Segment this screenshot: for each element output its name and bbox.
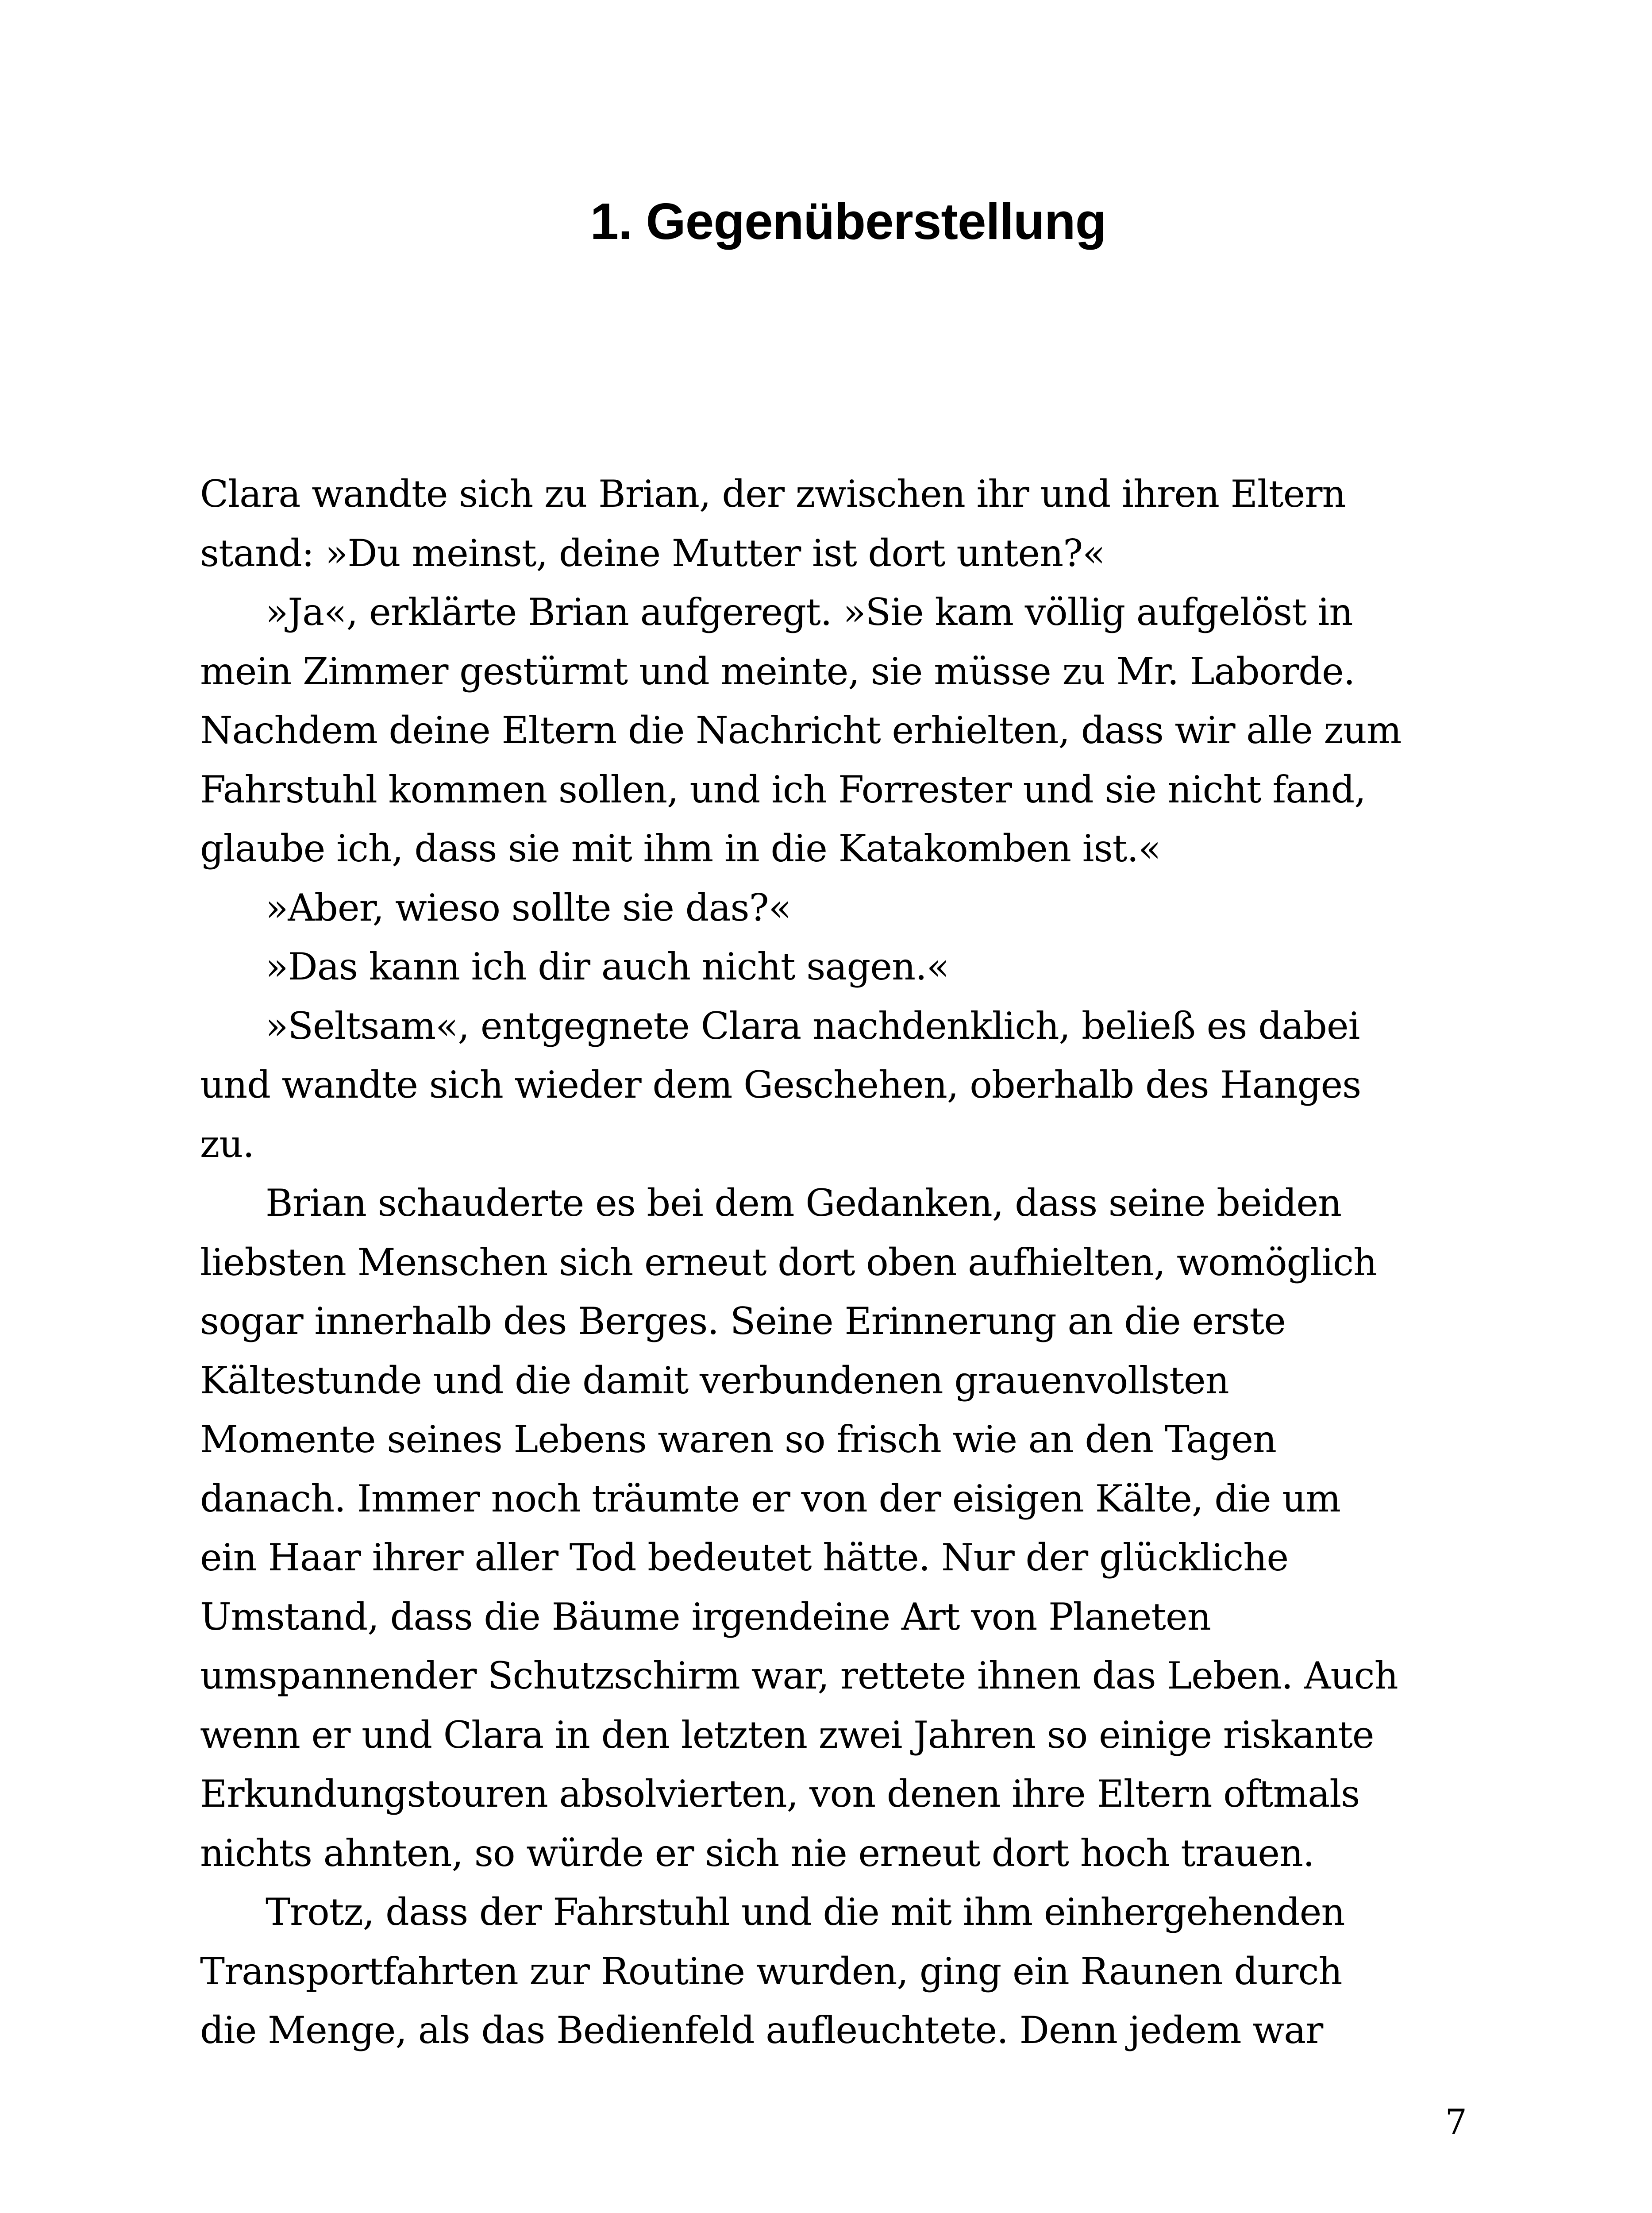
text-line: »Seltsam«, entgegnete Clara nachdenklich, beließ es dabei	[266, 1004, 1360, 1048]
text-line: zu.	[200, 1122, 254, 1166]
text-line: nichts ahnten, so würde er sich nie erneut dort hoch trauen.	[200, 1831, 1314, 1875]
text-line: »Ja«, erklärte Brian aufgeregt. »Sie kam völlig aufgelöst in	[266, 590, 1353, 634]
text-line: Clara wandte sich zu Brian, der zwischen ihr und ihren Eltern	[200, 472, 1346, 516]
text-line: glaube ich, dass sie mit ihm in die Katakomben ist.«	[200, 827, 1161, 870]
text-line: »Das kann ich dir auch nicht sagen.«	[266, 945, 949, 988]
text-line: wenn er und Clara in den letzten zwei Jahren so einige riskante	[200, 1713, 1374, 1757]
text-line: mein Zimmer gestürmt und meinte, sie müsse zu Mr. Laborde.	[200, 649, 1355, 693]
text-line: stand: »Du meinst, deine Mutter ist dort unten?«	[200, 531, 1105, 575]
text-line: danach. Immer noch träumte er von der eisigen Kälte, die um	[200, 1477, 1340, 1520]
text-line: Erkundungstouren absolvierten, von denen ihre Eltern oftmals	[200, 1772, 1360, 1816]
text-line: die Menge, als das Bedienfeld aufleuchtete. Denn jedem war	[200, 2009, 1323, 2052]
text-line: Transportfahrten zur Routine wurden, ging ein Raunen durch	[200, 1949, 1342, 1993]
text-line: und wandte sich wieder dem Geschehen, oberhalb des Hanges	[200, 1063, 1361, 1106]
text-line: Brian schauderte es bei dem Gedanken, dass seine beiden	[266, 1181, 1342, 1225]
text-line: Trotz, dass der Fahrstuhl und die mit ihm einhergehenden	[266, 1890, 1345, 1934]
text-line: Umstand, dass die Bäume irgendeine Art von Planeten	[200, 1595, 1211, 1639]
text-line: Fahrstuhl kommen sollen, und ich Forrester und sie nicht fand,	[200, 767, 1366, 811]
page-number: 7	[1445, 2102, 1467, 2142]
chapter-title: 1. Gegenüberstellung	[590, 193, 1106, 250]
body-text	[200, 465, 1466, 2060]
text-line: ein Haar ihrer aller Tod bedeutet hätte. Nur der glückliche	[200, 1536, 1289, 1579]
text-line: umspannender Schutzschirm war, rettete ihnen das Leben. Auch	[200, 1654, 1398, 1697]
text-line: »Aber, wieso sollte sie das?«	[266, 886, 791, 929]
text-line: Nachdem deine Eltern die Nachricht erhielten, dass wir alle zum	[200, 709, 1402, 752]
text-line: sogar innerhalb des Berges. Seine Erinnerung an die erste	[200, 1299, 1286, 1343]
text-line: Kältestunde und die damit verbundenen grauenvollsten	[200, 1358, 1229, 1402]
text-line: liebsten Menschen sich erneut dort oben aufhielten, womöglich	[200, 1240, 1377, 1284]
text-line: Momente seines Lebens waren so frisch wie an den Tagen	[200, 1418, 1276, 1461]
